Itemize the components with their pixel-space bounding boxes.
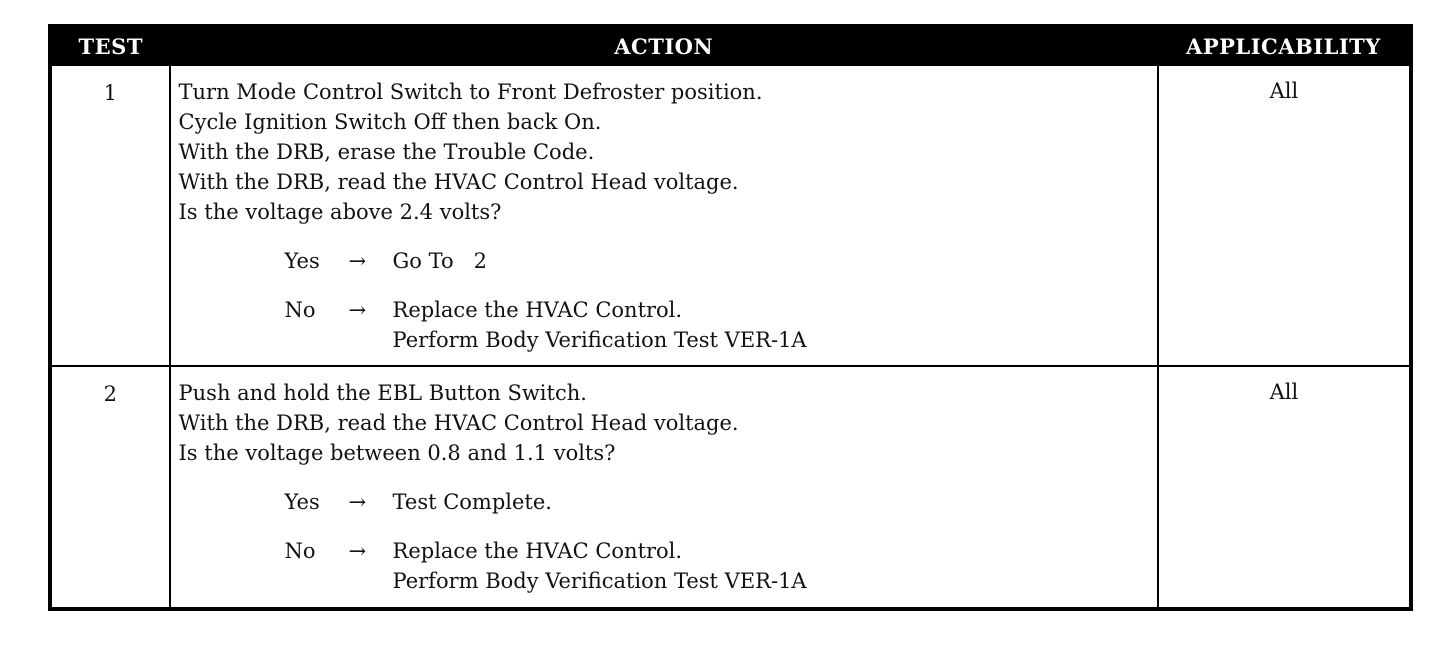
table-header-row [50, 26, 1411, 65]
yes-result [393, 246, 1149, 276]
no-result [393, 295, 1149, 355]
no-branch [285, 295, 1149, 355]
action-cell [170, 65, 1158, 366]
right-arrow-icon: → [348, 539, 367, 563]
result-line: Replace the HVAC Control. [392, 539, 683, 563]
action-step: With the DRB, erase the Trouble Code. [178, 140, 595, 164]
action-steps [179, 77, 1149, 227]
yes-branch [285, 487, 1149, 517]
yes-label: Yes [284, 249, 320, 273]
result-line: Go To 2 [392, 249, 488, 273]
result-line: Replace the HVAC Control. [392, 298, 683, 322]
action-question: Is the voltage above 2.4 volts? [178, 200, 502, 224]
action-question: Is the voltage between 0.8 and 1.1 volts? [178, 441, 616, 465]
action-cell [170, 366, 1158, 609]
yes-result [393, 487, 1149, 517]
diagnostic-test-table [48, 24, 1413, 611]
right-arrow-icon: → [348, 490, 367, 514]
no-result [393, 536, 1149, 596]
test-number: 2 [50, 366, 170, 609]
yes-label: Yes [284, 490, 320, 514]
test-number: 1 [50, 65, 170, 366]
no-branch [285, 536, 1149, 596]
action-step: Turn Mode Control Switch to Front Defroster position. [178, 80, 763, 104]
action-steps [179, 378, 1149, 468]
no-label: No [284, 539, 316, 563]
table-row [50, 366, 1411, 609]
applicability-value: All [1158, 65, 1411, 366]
result-line: Perform Body Verification Test VER-1A [392, 328, 807, 352]
table-row [50, 65, 1411, 366]
right-arrow-icon: → [348, 298, 367, 322]
header-test: TEST [50, 26, 170, 65]
right-arrow-icon: → [348, 249, 367, 273]
action-step: Push and hold the EBL Button Switch. [178, 381, 587, 405]
header-applicability: APPLICABILITY [1158, 26, 1411, 65]
result-line: Test Complete. [392, 490, 552, 514]
yes-branch [285, 246, 1149, 276]
no-label: No [284, 298, 316, 322]
result-line: Perform Body Verification Test VER-1A [392, 569, 807, 593]
action-step: Cycle Ignition Switch Off then back On. [178, 110, 602, 134]
action-step: With the DRB, read the HVAC Control Head voltage. [178, 170, 739, 194]
header-action: ACTION [170, 26, 1158, 65]
applicability-value: All [1158, 366, 1411, 609]
action-step: With the DRB, read the HVAC Control Head voltage. [178, 411, 739, 435]
